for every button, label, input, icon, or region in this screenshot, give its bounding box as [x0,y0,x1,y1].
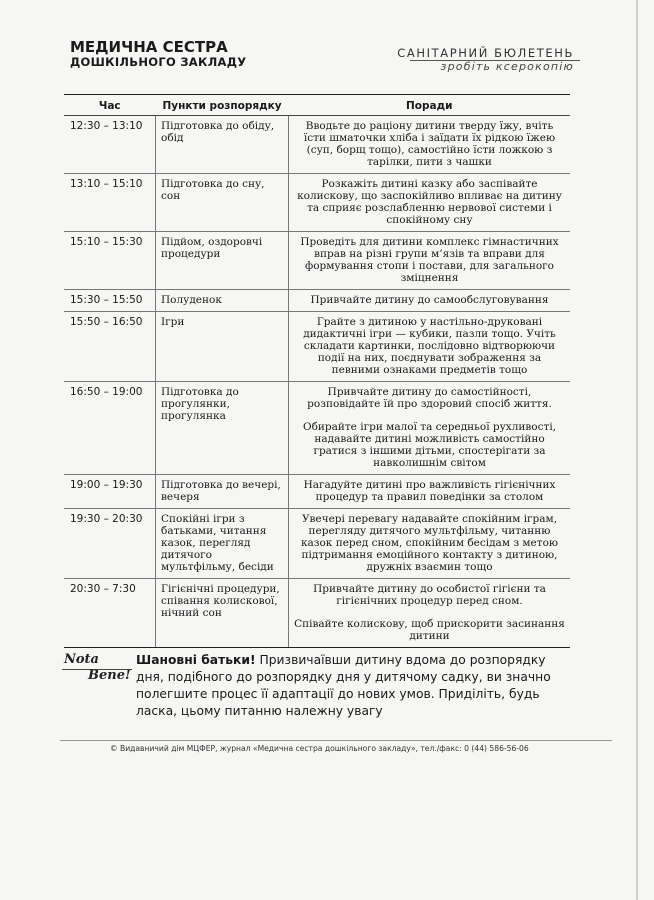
table-row [64,312,570,382]
row-advice [289,232,571,290]
row-advice [289,579,571,648]
parents-note-body: Призвичаївши дитину вдома до розпорядку дня, подібного до розпорядку дня у дитячому садку, ви значно полегшите процес її адаптації до нових умов. Приділіть, будь ласка, цьому питанню належну увагу [136,653,551,718]
row-time: 20:30 – 7:30 [64,579,156,648]
row-item: Полуденок [156,290,289,312]
advice-text: Привчайте дитину до особистої гігієни та гігієнічних процедур перед сном. [313,583,546,607]
row-advice [289,475,571,509]
row-time: 15:30 – 15:50 [64,290,156,312]
row-item: Підйом, оздоровчі процедури [156,232,289,290]
row-item: Підготовка до вечері, вечеря [156,475,289,509]
row-item: Спокійні ігри з батьками, читання казок, перегляд дитячого мультфільму, бесіди [156,509,289,579]
row-advice [289,116,571,174]
advice-text: Нагадуйте дитині про важливість гігієнічних процедур та правил поведінки за столом [303,479,556,503]
brand-line-1: МЕДИЧНА СЕСТРА [70,38,228,56]
advice-text: Привчайте дитину до самообслуговування [310,294,549,306]
table-row [64,579,570,648]
bulletin-subtitle: зробіть ксерокопію [440,60,574,73]
table-row [64,290,570,312]
row-advice [289,509,571,579]
magazine-logo [70,40,246,69]
row-time: 19:00 – 19:30 [64,475,156,509]
row-item: Гігієнічні процедури, співання колискової, нічний сон [156,579,289,648]
advice-text: Співайте колискову, щоб прискорити засинання дитини [294,618,565,642]
table-row [64,232,570,290]
advice-text: Привчайте дитину до самостійності, розповідайте їй про здоровий спосіб життя. [307,386,552,410]
brand-line-2: ДОШКІЛЬНОГО ЗАКЛАДУ [70,55,247,69]
table-header-row [64,95,570,116]
footer-copyright: © Видавничий дім МЦФЕР, журнал «Медична сестра дошкільного закладу», тел./факс: 0 (44) 586-56-06 [110,744,529,753]
table-row [64,475,570,509]
row-time: 16:50 – 19:00 [64,382,156,475]
bulletin-label [397,46,574,73]
column-header-advice: Поради [289,95,571,116]
row-advice [289,290,571,312]
table-row [64,382,570,475]
row-advice [289,312,571,382]
footer-divider [60,740,612,741]
parents-note [136,652,576,720]
table-row [64,116,570,174]
bulletin-title: САНІТАРНИЙ БЮЛЕТЕНЬ [397,46,574,60]
advice-text: Обирайте ігри малої та середньої рухливості, надавайте дитині можливість самостійно гратися з іншими дітьми, спостерігати за навколишнім світом [302,421,557,469]
row-item: Підготовка до обіду, обід [156,116,289,174]
table-row [64,174,570,232]
column-header-item: Пункти розпорядку [156,95,289,116]
row-time: 19:30 – 20:30 [64,509,156,579]
advice-text: Увечері перевагу надавайте спокійним іграм, перегляду дитячого мультфільму, читанню казок перед сном, спокійним бесідам з метою підтримання емоційного контакту з дитиною, дружніх взаємин тощо [300,513,559,573]
row-advice [289,382,571,475]
row-time: 15:10 – 15:30 [64,232,156,290]
row-item: Підготовка до прогулянки, прогулянка [156,382,289,475]
nota-bene-word-2: Bene! [88,668,131,683]
page-edge [636,0,638,900]
nota-bene-logo [62,652,132,688]
row-time: 15:50 – 16:50 [64,312,156,382]
advice-text: Вводьте до раціону дитини тверду їжу, вчіть їсти шматочки хліба і заїдати їх рідкою їжею (суп, борщ тощо), самостійно їсти ложкою з тарілки, пити з чашки [303,120,556,168]
advice-text: Грайте з дитиною у настільно-друковані дидактичні ігри — кубики, пазли тощо. Учіть складати картинки, послідовно відтворюючи події на них, поєднувати зображення за певними ознаками предметів тощо [303,316,556,376]
nota-bene-word-1: Nota [64,652,99,667]
schedule-table [64,94,570,648]
advice-text: Розкажіть дитині казку або заспівайте колискову, що заспокійливо впливає на дитину та сприяє розслабленню нервової системи і спокійному сну [297,178,562,226]
row-item: Підготовка до сну, сон [156,174,289,232]
parents-note-lead: Шановні батьки! [136,653,256,667]
row-advice [289,174,571,232]
table-row [64,509,570,579]
column-header-time: Час [64,95,156,116]
row-item: Ігри [156,312,289,382]
row-time: 13:10 – 15:10 [64,174,156,232]
row-time: 12:30 – 13:10 [64,116,156,174]
advice-text: Проведіть для дитини комплекс гімнастичних вправ на різні групи м’язів та вправи для формування стопи і постави, для загального зміцнення [300,236,559,284]
